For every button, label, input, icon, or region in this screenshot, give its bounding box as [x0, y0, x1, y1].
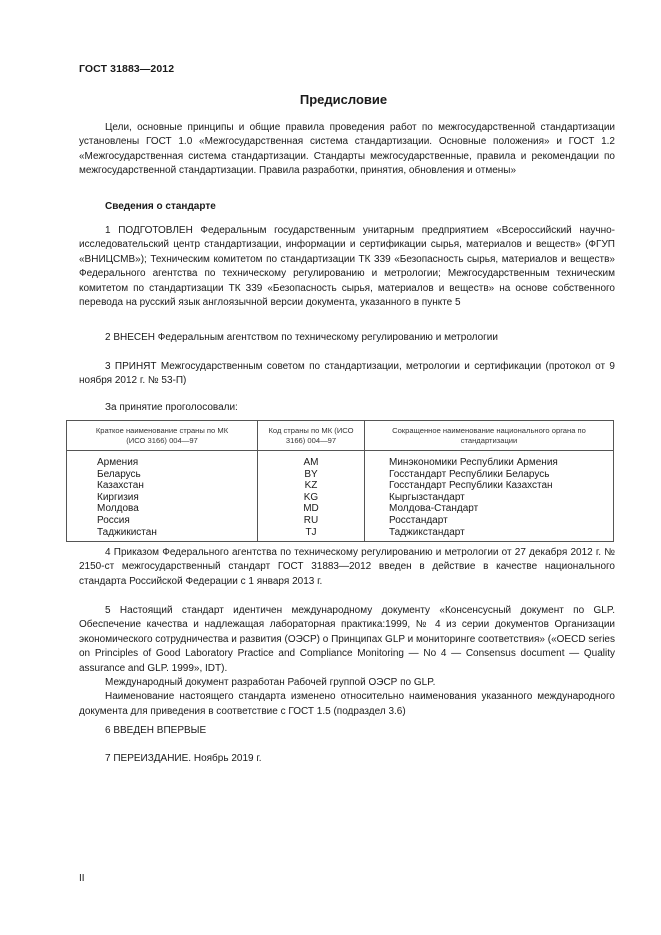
table-cell-body: Таджикстандарт	[365, 527, 614, 542]
table-cell-body: Молдова-Стандарт	[365, 503, 614, 515]
table-row	[67, 492, 614, 504]
item-3	[79, 360, 615, 389]
table-cell-code: RU	[258, 515, 365, 527]
table-cell-code: KZ	[258, 480, 365, 492]
table-cell-code: MD	[258, 503, 365, 515]
table-row	[67, 451, 614, 469]
item-1-text: 1 ПОДГОТОВЛЕН Федеральным государственным унитарным предприятием «Всероссийский научно-исследовательский центр стандартизации, информации и сертификации сырья, материалов и веществ» (ФГУП «ВНИЦСМВ»); Техническим комитетом по стандартизации ТК 339 «Безопасность сырья, материалов и веществ» Федерального агентства по техническому регулированию и метрологии; Межгосударственным техническим комитетом по стандартизации ТК 339 «Безопасность сырья, материалов и веществ» на основе собственного перевода на русский язык англоязычной версии документа, указанного в пункте 5	[79, 225, 615, 309]
item-2-text: 2 ВНЕСЕН Федеральным агентством по техническому регулированию и метрологии	[105, 332, 498, 343]
table-cell-country: Армения	[67, 451, 258, 469]
item-6	[79, 724, 615, 738]
table-cell-code: TJ	[258, 527, 365, 542]
table-cell-country: Россия	[67, 515, 258, 527]
subheading: Сведения о стандарте	[105, 201, 216, 212]
table-row	[67, 503, 614, 515]
table-header-country-text: Краткое наименование страны по МК (ИСО 3166) 004—97	[95, 426, 229, 445]
table-header-body-text: Сокращенное наименование национального органа по стандартизации	[392, 426, 586, 445]
table-cell-code: KG	[258, 492, 365, 504]
page-title-text: Предисловие	[299, 92, 388, 107]
intro-text: Цели, основные принципы и общие правила проведения работ по межгосударственной стандартизации установлены ГОСТ 1.0 «Межгосударственная система стандартизации. Основные положения» и ГОСТ 1.2 «Межгосударственная система стандартизации. Стандарты межгосударственные, правила и рекомендации по межгосударственной стандартизации. Правила разработки, принятия, обновления и отмены»	[79, 122, 615, 177]
item-5-naming: Наименование настоящего стандарта изменено относительно наименования указанного международного документа для приведения в соответствие с ГОСТ 1.5 (подраздел 3.6)	[79, 691, 615, 717]
table-row	[67, 480, 614, 492]
table-cell-code: AM	[258, 451, 365, 469]
table-header-body	[365, 421, 614, 451]
intro-paragraph	[79, 121, 615, 179]
table-cell-body: Кыргызстандарт	[365, 492, 614, 504]
item-2	[79, 331, 615, 345]
table-cell-body: Госстандарт Республики Беларусь	[365, 469, 614, 481]
table-header-country	[67, 421, 258, 451]
item-5-text: 5 Настоящий стандарт идентичен международному документу «Консенсусный документ по GLP. Обеспечение качества и надлежащая лабораторная практика:1999, № 4 из серии документов Организации экономического сотрудничества и развития (ОЭСР) о Принципах GLP и мониторинге соответствия» («OECD series on Principles of Good Laboratory Practice and Compliance Monitoring — No 4 — Consensus document — Quality assurance and GLP. 1999», IDT).	[79, 605, 615, 674]
table-cell-country: Таджикистан	[67, 527, 258, 542]
voting-table	[66, 420, 614, 542]
page-number: II	[79, 873, 85, 884]
item-5	[79, 604, 615, 719]
item-1	[79, 224, 615, 310]
table-row	[67, 469, 614, 481]
item-7	[79, 752, 615, 766]
standard-id-header: ГОСТ 31883—2012	[79, 63, 175, 75]
table-cell-body: Минэкономики Республики Армения	[365, 451, 614, 469]
item-6-text: 6 ВВЕДЕН ВПЕРВЫЕ	[105, 725, 207, 736]
item-4	[79, 546, 615, 589]
table-cell-code: BY	[258, 469, 365, 481]
table-cell-body: Госстандарт Республики Казахстан	[365, 480, 614, 492]
table-cell-country: Казахстан	[67, 480, 258, 492]
voted-label	[79, 401, 615, 415]
page-title	[0, 92, 661, 107]
table-cell-country: Киргизия	[67, 492, 258, 504]
table-row	[67, 515, 614, 527]
table-cell-country: Молдова	[67, 503, 258, 515]
table-header-row	[67, 421, 614, 451]
item-3-text: 3 ПРИНЯТ Межгосударственным советом по стандартизации, метрологии и сертификации (протокол от 9 ноября 2012 г. № 53-П)	[79, 361, 615, 387]
item-5-developer: Международный документ разработан Рабочей группой ОЭСР по GLP.	[105, 677, 436, 689]
table-cell-country: Беларусь	[67, 469, 258, 481]
table-header-code	[258, 421, 365, 451]
voted-text: За принятие проголосовали:	[105, 402, 238, 413]
item-4-text: 4 Приказом Федерального агентства по техническому регулированию и метрологии от 27 декабря 2012 г. № 2150-ст межгосударственный стандарт ГОСТ 31883—2012 введен в действие в качестве национального стандарта Российской Федерации с 1 января 2013 г.	[79, 547, 615, 587]
table-row	[67, 527, 614, 542]
table-cell-body: Росстандарт	[365, 515, 614, 527]
table-header-code-text: Код страны по МК (ИСО 3166) 004—97	[268, 426, 354, 445]
item-7-text: 7 ПЕРЕИЗДАНИЕ. Ноябрь 2019 г.	[105, 753, 262, 764]
